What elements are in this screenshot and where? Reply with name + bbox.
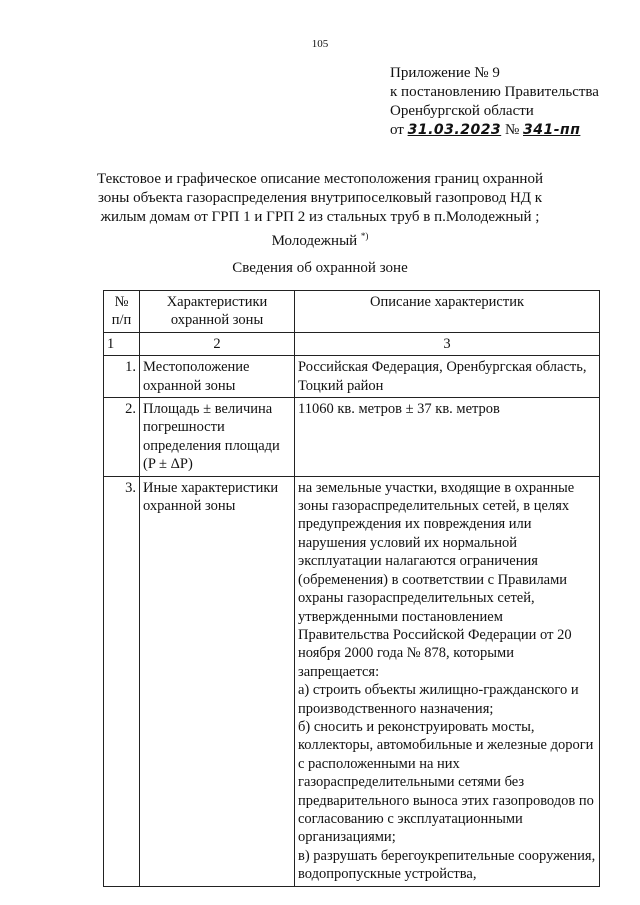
row-characteristic: Площадь ± величина погрешности определения площади (P ± ΔP) bbox=[140, 398, 295, 477]
appendix-date-line bbox=[390, 121, 599, 140]
row-number: 3. bbox=[104, 476, 140, 886]
column-number-3: 3 bbox=[295, 332, 600, 355]
number-prefix: № bbox=[504, 122, 520, 138]
appendix-line-2: к постановлению Правительства bbox=[390, 84, 599, 100]
handwritten-number: 341-пп bbox=[523, 122, 581, 138]
row-number: 2. bbox=[104, 398, 140, 477]
restrictions-intro: на земельные участки, входящие в охранные зоны газораспределительных сетей, в целях предупреждения их повреждения или нарушения условий их нормальной эксплуатации налагаются ограничения (обременения) в соответствии с Правилами охраны газораспределительных сетей, утвержденными постановлением Правительства Российской Федерации от 20 ноября 2000 года № 878, которыми запрещается: bbox=[298, 479, 575, 680]
column-number-1: 1 bbox=[104, 332, 140, 355]
document-title bbox=[80, 170, 560, 251]
row-description bbox=[295, 476, 600, 886]
row-description: 11060 кв. метров ± 37 кв. метров bbox=[295, 398, 600, 477]
appendix-line-3: Оренбургской области bbox=[390, 103, 534, 119]
appendix-line-1: Приложение № 9 bbox=[390, 65, 500, 81]
row-description: Российская Федерация, Оренбургская область, Тоцкий район bbox=[295, 356, 600, 398]
header-characteristic: Характеристики охранной зоны bbox=[140, 291, 295, 333]
footnote-mark: *) bbox=[360, 231, 369, 241]
section-title: Сведения об охранной зоне bbox=[232, 260, 408, 276]
row-number: 1. bbox=[104, 356, 140, 398]
document-title-text: Текстовое и графическое описание местоположения границ охранной зоны объекта газораспределения внутрипоселковый газопровод НД к жилым домам от ГРП 1 и ГРП 2 из стальных труб в п.Молодежный ; Молодежный bbox=[97, 171, 543, 249]
restriction-c: в) разрушать берегоукрепительные сооружения, водопропускные устройства, bbox=[298, 847, 596, 883]
handwritten-date: 31.03.2023 bbox=[407, 122, 502, 138]
page-number: 105 bbox=[311, 38, 329, 50]
table-header-row bbox=[104, 291, 600, 333]
header-number: № п/п bbox=[104, 291, 140, 333]
column-number-2: 2 bbox=[140, 332, 295, 355]
date-prefix: от bbox=[390, 122, 404, 138]
protection-zone-table bbox=[103, 290, 600, 887]
table-row bbox=[104, 356, 600, 398]
appendix-block bbox=[390, 64, 599, 140]
row-characteristic: Местоположение охранной зоны bbox=[140, 356, 295, 398]
table-row bbox=[104, 398, 600, 477]
header-description: Описание характеристик bbox=[295, 291, 600, 333]
row-characteristic: Иные характеристики охранной зоны bbox=[140, 476, 295, 886]
table-row bbox=[104, 476, 600, 886]
restriction-b: б) сносить и реконструировать мосты, коллекторы, автомобильные и железные дороги с расположенными на них газораспределительными сетями без предварительного выноса этих газопроводов по согласованию с эксплуатационными организациями; bbox=[298, 718, 594, 846]
restriction-a: а) строить объекты жилищно-гражданского и производственного назначения; bbox=[298, 682, 579, 717]
column-number-row bbox=[104, 332, 600, 355]
